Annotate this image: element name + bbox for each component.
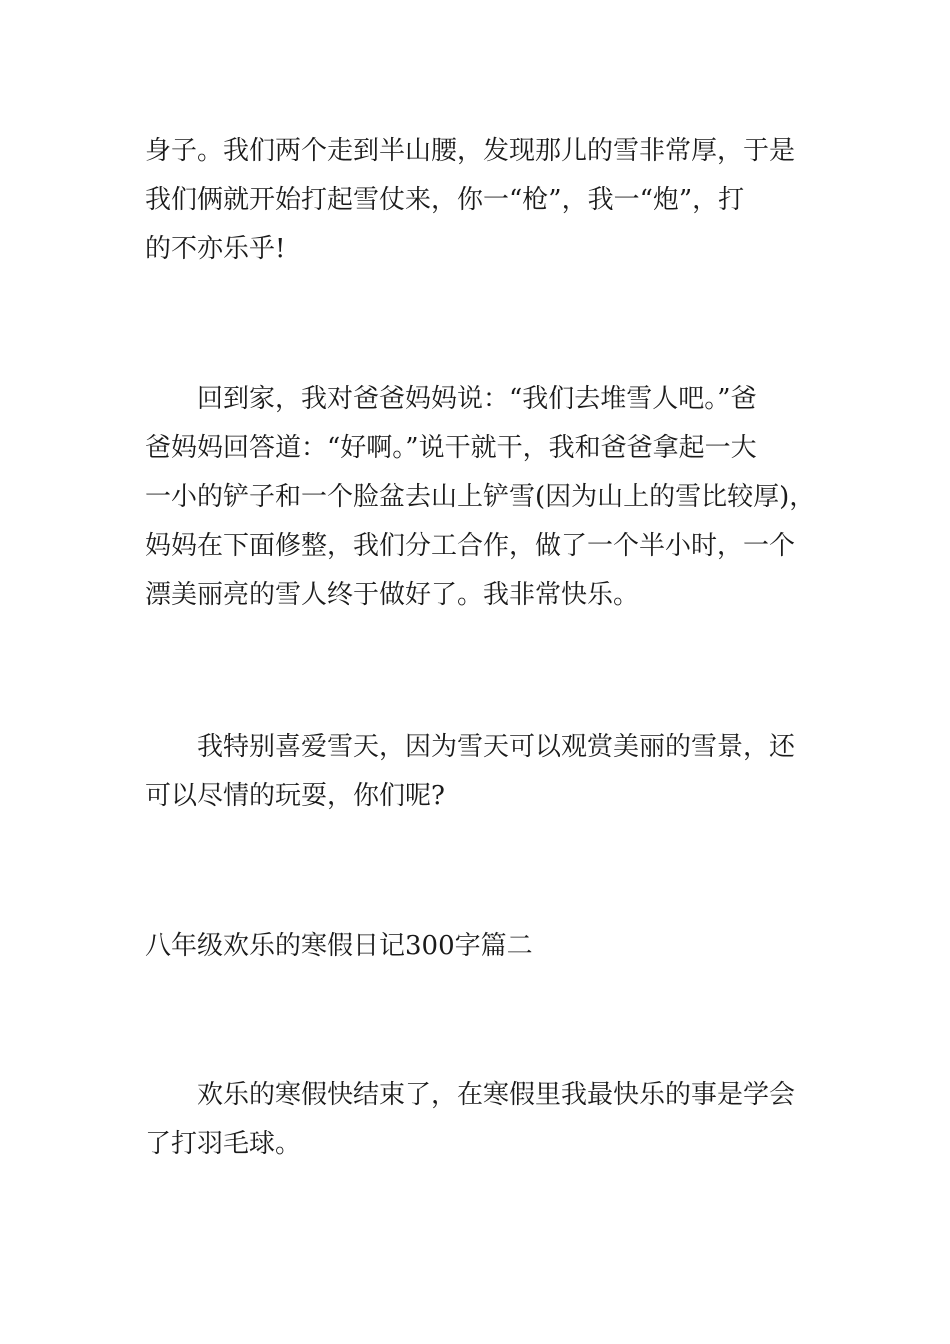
paragraph-love-snow [145,723,815,821]
paragraph-snowman [145,375,815,620]
text-line: 一小的铲子和一个脸盆去山上铲雪(因为山上的雪比较厚)， [145,482,816,512]
text-line: 妈妈在下面修整，我们分工合作，做了一个半小时，一个 [145,531,796,561]
text-line: 可以尽情的玩耍，你们呢? [145,781,445,811]
text-line: 的不亦乐乎! [145,234,286,264]
text-line: 了打羽毛球。 [145,1129,302,1159]
text-line: 身子。我们两个走到半山腰，发现那儿的雪非常厚，于是 [145,136,796,166]
paragraph-snow-fight [145,127,815,274]
section-heading: 八年级欢乐的寒假日记300字篇二 [145,931,533,961]
text-line: 爸妈妈回答道：“好啊。”说干就干，我和爸爸拿起一大 [145,433,757,463]
text-line: 我特别喜爱雪天，因为雪天可以观赏美丽的雪景，还 [197,732,796,762]
text-line: 欢乐的寒假快结束了，在寒假里我最快乐的事是学会 [197,1080,796,1110]
text-line: 回到家，我对爸爸妈妈说：“我们去堆雪人吧。”爸 [197,384,757,414]
text-line: 我们俩就开始打起雪仗来，你一“枪”，我一“炮”，打 [145,185,745,215]
text-line: 漂美丽亮的雪人终于做好了。我非常快乐。 [145,580,640,610]
paragraph-badminton [145,1071,815,1169]
